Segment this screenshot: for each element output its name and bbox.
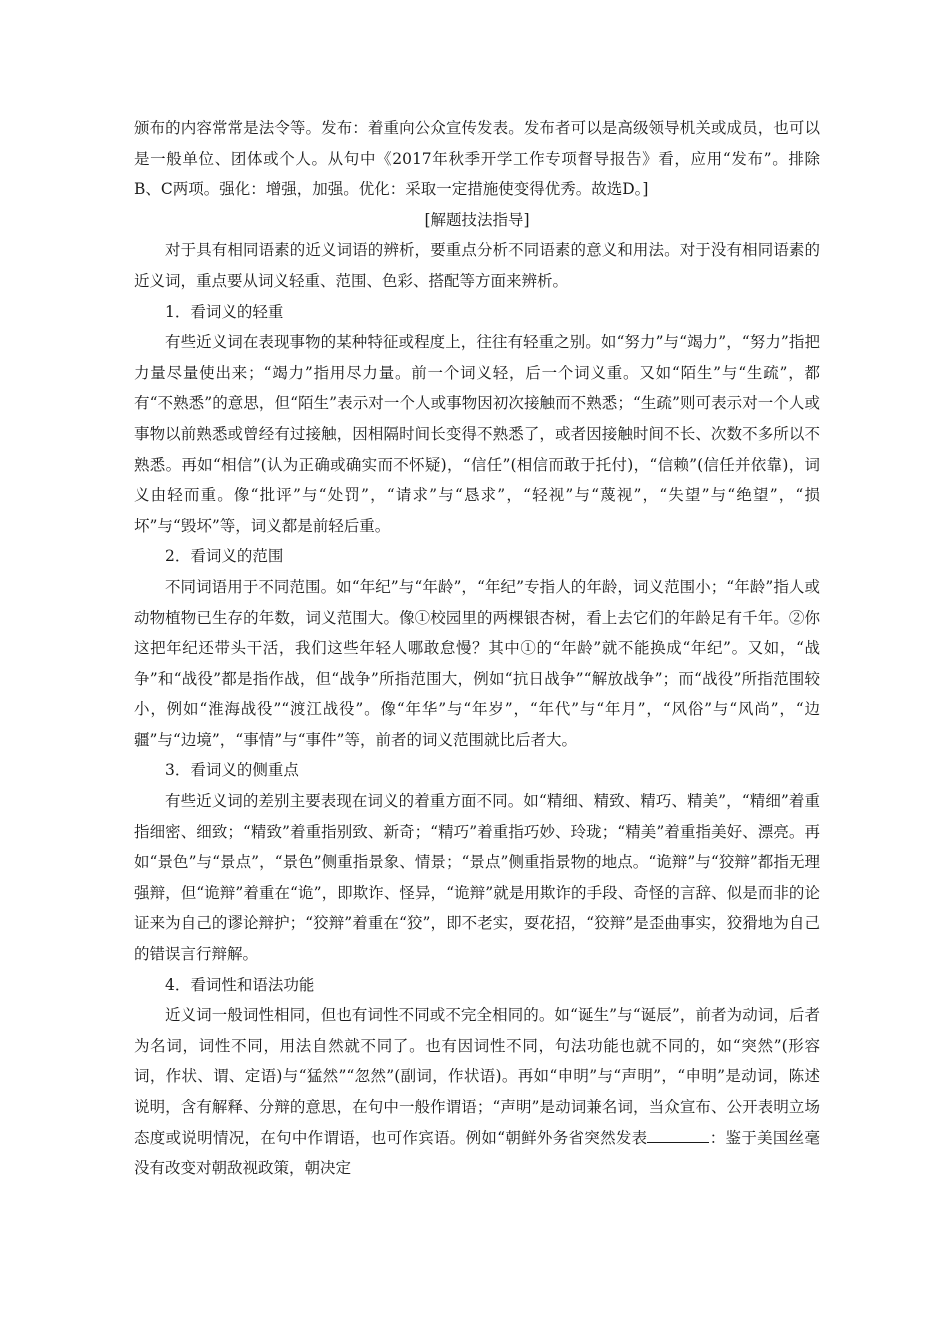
subheading-grammar: 4．看词性和语法功能 bbox=[165, 975, 315, 994]
paragraph-grammar bbox=[134, 1000, 820, 1184]
subheading-emphasis: 3．看词义的侧重点 bbox=[165, 761, 299, 780]
paragraph-grammar-tail: ：鉴于美国丝毫没有改变对朝敌视政策，朝决定 bbox=[134, 1128, 820, 1178]
paragraph-emphasis: 有些近义词的差别主要表现在词义的着重方面不同。如“精细、精致、精巧、精美”，“精细”着重指细密、细致；“精致”着重指别致、新奇；“精巧”着重指巧妙、玲珑；“精美”着重指美好、漂亮。再如“景色”与“景点”，“景色”侧重指景象、情景；“景点”侧重指景物的地点。“诡辩”与“狡辩”都指无理强辩，但“诡辩”着重在“诡”，即欺诈、怪异，“诡辩”就是用欺诈的手段、奇怪的言辞、似是而非的论证来为自己的谬论辩护；“狡辩”着重在“狡”，即不老实，耍花招，“狡辩”是歪曲事实，狡猾地为自己的错误言行辩解。 bbox=[134, 792, 820, 964]
paragraph-intro: 对于具有相同语素的近义词语的辨析，要重点分析不同语素的意义和用法。对于没有相同语素的近义词，重点要从词义轻重、范围、色彩、搭配等方面来辨析。 bbox=[134, 241, 820, 290]
paragraph-answer-explanation: 颁布的内容常常是法令等。发布：着重向公众宣传发表。发布者可以是高级领导机关或成员，也可以是一般单位、团体或个人。从句中《2017年秋季开学工作专项督导报告》看，应用“发布”。排除B、C两项。强化：增强，加强。优化：采取一定措施使变得优秀。故选D。] bbox=[134, 119, 820, 199]
fill-in-blank bbox=[647, 1128, 709, 1143]
document-page bbox=[134, 113, 820, 1184]
subheading-scope: 2．看词义的范围 bbox=[165, 547, 284, 566]
subheading-weight: 1．看词义的轻重 bbox=[165, 302, 284, 321]
paragraph-grammar-text: 近义词一般词性相同，但也有词性不同或不完全相同的。如“诞生”与“诞辰”，前者为动词，后者为名词，词性不同，用法自然就不同了。也有因词性不同，句法功能也就不同的，如“突然”(形容词，作状、谓、定语)与“猛然”“忽然”(副词，作状语)。再如“申明”与“声明”，“申明”是动词，陈述说明，含有解释、分辩的意思，在句中一般作谓语；“声明”是动词兼名词，当众宣布、公开表明立场态度或说明情况，在句中作谓语，也可作宾语。例如“朝鲜外务省突然发表 bbox=[134, 1006, 820, 1147]
paragraph-scope: 不同词语用于不同范围。如“年纪”与“年龄”，“年纪”专指人的年龄，词义范围小；“年龄”指人或动物植物已生存的年数，词义范围大。像①校园里的两棵银杏树，看上去它们的年龄足有千年。②你这把年纪还带头干活，我们这些年轻人哪敢怠慢？其中①的“年龄”就不能换成“年纪”。又如，“战争”和“战役”都是指作战，但“战争”所指范围大，例如“抗日战争”“解放战争”；而“战役”所指范围较小，例如“淮海战役”“渡江战役”。像“年华”与“年岁”，“年代”与“年月”，“风俗”与“风尚”，“边疆”与“边境”，“事情”与“事件”等，前者的词义范围就比后者大。 bbox=[134, 577, 820, 749]
paragraph-weight: 有些近义词在表现事物的某种特征或程度上，往往有轻重之别。如“努力”与“竭力”，“努力”指把力量尽量使出来；“竭力”指用尽力量。前一个词义轻，后一个词义重。又如“陌生”与“生疏”，都有“不熟悉”的意思，但“陌生”表示对一个人或事物因初次接触而不熟悉；“生疏”则可表示对一个人或事物以前熟悉或曾经有过接触，因相隔时间长变得不熟悉了，或者因接触时间不长、次数不多所以不熟悉。再如“相信”(认为正确或确实而不怀疑)，“信任”(相信而敢于托付)，“信赖”(信任并依靠)，词义由轻而重。像“批评”与“处罚”，“请求”与“恳求”，“轻视”与“蔑视”，“失望”与“绝望”，“损坏”与“毁坏”等，词义都是前轻后重。 bbox=[134, 333, 820, 535]
section-heading: [解题技法指导] bbox=[424, 210, 530, 229]
